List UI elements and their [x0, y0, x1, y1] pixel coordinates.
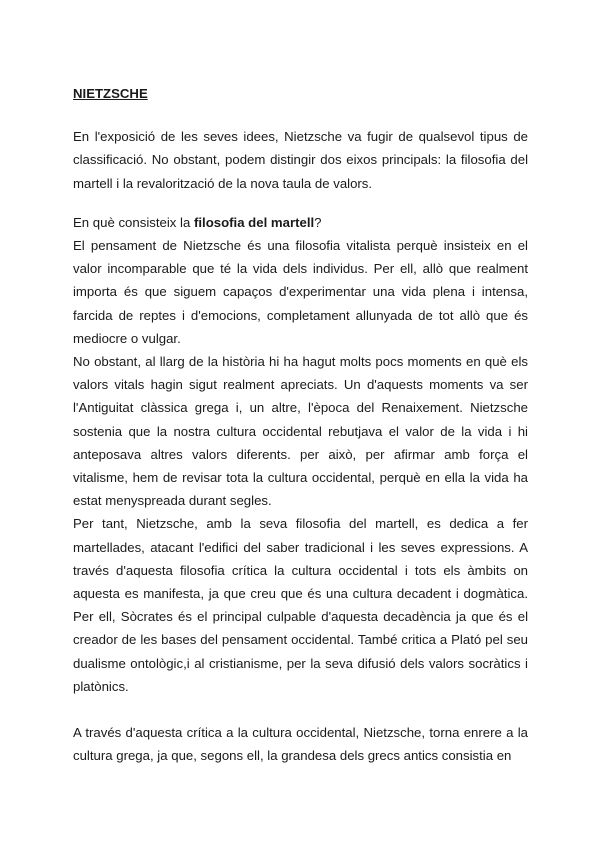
intro-paragraph: En l'exposició de les seves idees, Nietzsche va fugir de qualsevol tipus de classificació. No obstant, podem distingir dos eixos principals: la filosofia del martell i la revalorització de la nova taula de valors.	[73, 129, 528, 191]
body-paragraph-history: No obstant, al llarg de la història hi ha hagut molts pocs moments en què els valors vitals hagin sigut realment apreciats. Un d'aquests moments va ser l'Antiguitat clàssica grega i, un altre, l'època del Renaixement. Nietzsche sostenia que la nostra cultura occidental rebutjava el valor de la vida i hi anteposava altres valors diferents. per això, per afirmar amb força el vitalisme, hem de revisar tota la cultura occidental, perquè en ella la vida ha estat menyspreada durant segles.	[73, 354, 528, 509]
body-paragraph-greek-culture: A través d'aquesta crítica a la cultura occidental, Nietzsche, torna enrere a la cultura grega, ja que, segons ell, la grandesa dels grecs antics consistia en	[73, 725, 528, 764]
document-body	[73, 82, 528, 767]
body-paragraph-hammer: Per tant, Nietzsche, amb la seva filosofia del martell, es dedica a fer martellades, atacant l'edifici del saber tradicional i les seves expressions. A través d'aquesta filosofia crítica la cultura occidental i tots els àmbits on aquesta es manifesta, ja que creu que és una cultura decadent i dogmàtica. Per ell, Sòcrates és el principal culpable d'aquesta decadència ja que és el creador de les bases del pensament occidental. També critica a Plató pel seu dualisme ontològic,i al cristianisme, per la seva difusió dels valors socràtics i platònics.	[73, 516, 528, 694]
question-bold-term: filosofia del martell	[193, 214, 315, 230]
question-prefix: En què consisteix la	[73, 214, 194, 230]
document-title: NIETZSCHE	[73, 86, 148, 101]
section-question	[73, 211, 528, 234]
question-suffix: ?	[314, 214, 322, 230]
body-paragraph-vitalism: El pensament de Nietzsche és una filosofia vitalista perquè insisteix en el valor incomparable que té la vida dels individus. Per ell, allò que realment importa és que siguem capaços d'experimentar una vida plena i intensa, farcida de reptes i d'emocions, completament allunyada de tot allò que és mediocre o vulgar.	[73, 238, 528, 346]
